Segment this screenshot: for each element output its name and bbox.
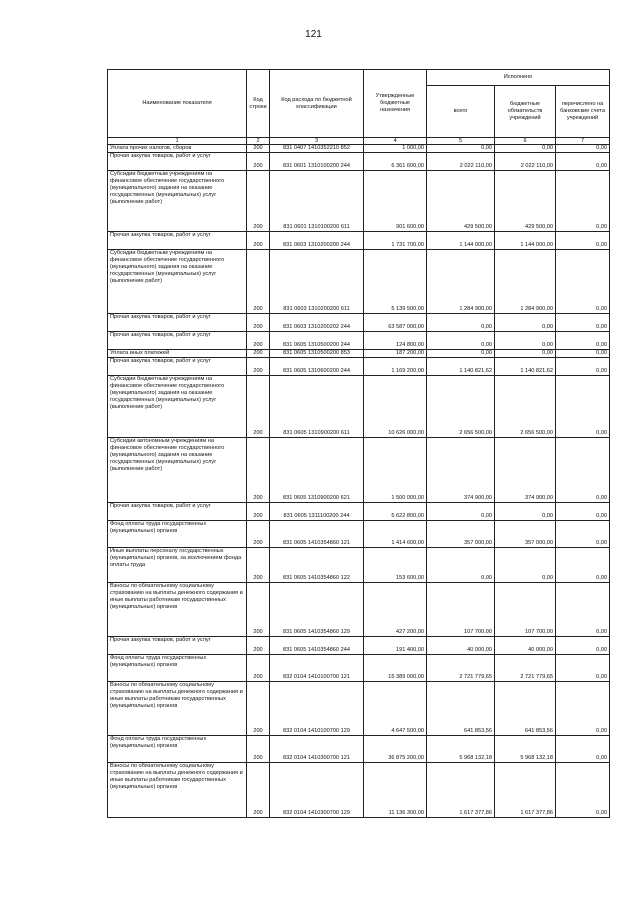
row-classification-code: 831 0605 1410354860 129 bbox=[270, 583, 364, 637]
row-total: 1 617 377,86 bbox=[427, 763, 495, 818]
row-bank: 0,00 bbox=[556, 736, 610, 763]
row-budget: 357 000,00 bbox=[495, 521, 556, 548]
row-bank: 0,00 bbox=[556, 503, 610, 521]
row-total: 357 000,00 bbox=[427, 521, 495, 548]
row-classification-code: 832 0104 1410100700 121 bbox=[270, 655, 364, 682]
row-total: 5 968 132,18 bbox=[427, 736, 495, 763]
row-total: 0,00 bbox=[427, 314, 495, 332]
row-bank: 0,00 bbox=[556, 232, 610, 250]
row-line-code: 200 bbox=[247, 358, 270, 376]
row-classification-code: 831 0605 1310900200 621 bbox=[270, 438, 364, 503]
row-budget: 1 140 821,62 bbox=[495, 358, 556, 376]
row-name: Фонд оплаты труда государственных (муниципальных) органов bbox=[108, 736, 247, 763]
row-name: Субсидии бюджетным учреждениям на финансовое обеспечение государственного (муниципального) задания на оказание государственных (муниципальных) услуг (выполнение работ) bbox=[108, 376, 247, 438]
table-row bbox=[108, 350, 610, 358]
row-classification-code: 831 0407 1410352210 852 bbox=[270, 145, 364, 153]
row-budget: 0,00 bbox=[495, 332, 556, 350]
table-row bbox=[108, 503, 610, 521]
header-total: всего bbox=[427, 86, 495, 138]
row-total: 0,00 bbox=[427, 332, 495, 350]
row-budget: 1 617 377,86 bbox=[495, 763, 556, 818]
row-budget: 2 721 779,65 bbox=[495, 655, 556, 682]
row-classification-code: 831 0605 1410354860 121 bbox=[270, 521, 364, 548]
row-bank: 0,00 bbox=[556, 314, 610, 332]
column-number: 6 bbox=[495, 138, 556, 145]
row-budget: 0,00 bbox=[495, 350, 556, 358]
row-approved: 187 200,00 bbox=[364, 350, 427, 358]
column-number-row bbox=[108, 138, 610, 145]
row-approved: 6 361 600,00 bbox=[364, 153, 427, 171]
row-total: 374 900,00 bbox=[427, 438, 495, 503]
column-number: 2 bbox=[247, 138, 270, 145]
row-name: Фонд оплаты труда государственных (муниципальных) органов bbox=[108, 521, 247, 548]
row-name: Уплата прочих налогов, сборов bbox=[108, 145, 247, 153]
row-name: Иные выплаты персоналу государственных (муниципальных) органов, за исключением фонда оплаты труда bbox=[108, 548, 247, 583]
row-total: 0,00 bbox=[427, 145, 495, 153]
row-bank: 0,00 bbox=[556, 521, 610, 548]
row-total: 2 721 779,65 bbox=[427, 655, 495, 682]
row-classification-code: 832 0104 1410300700 129 bbox=[270, 763, 364, 818]
row-approved: 15 389 000,00 bbox=[364, 655, 427, 682]
row-name: Прочая закупка товаров, работ и услуг bbox=[108, 503, 247, 521]
row-line-code: 200 bbox=[247, 250, 270, 314]
row-line-code: 200 bbox=[247, 153, 270, 171]
row-budget: 5 968 132,18 bbox=[495, 736, 556, 763]
row-classification-code: 831 0605 1310900200 611 bbox=[270, 376, 364, 438]
row-name: Взносы по обязательному социальному страхованию на выплаты денежного содержания и иные выплаты работникам государственных (муниципальных) органов bbox=[108, 682, 247, 736]
row-approved: 191 400,00 bbox=[364, 637, 427, 655]
row-total: 0,00 bbox=[427, 503, 495, 521]
row-total: 1 140 821,62 bbox=[427, 358, 495, 376]
row-name: Прочая закупка товаров, работ и услуг bbox=[108, 332, 247, 350]
table-row bbox=[108, 637, 610, 655]
row-bank: 0,00 bbox=[556, 153, 610, 171]
row-name: Прочая закупка товаров, работ и услуг bbox=[108, 153, 247, 171]
row-name: Фонд оплаты труда государственных (муниципальных) органов bbox=[108, 655, 247, 682]
row-approved: 1 731 700,00 bbox=[364, 232, 427, 250]
table-row bbox=[108, 332, 610, 350]
header-classification-code: Код расхода по бюджетной классификации bbox=[270, 70, 364, 138]
header-indicator-name: Наименование показателя bbox=[108, 70, 247, 138]
row-budget: 0,00 bbox=[495, 314, 556, 332]
row-total: 1 144 000,00 bbox=[427, 232, 495, 250]
header-bank-transfer: перечислено на банковские счета учреждений bbox=[556, 86, 610, 138]
row-bank: 0,00 bbox=[556, 682, 610, 736]
row-bank: 0,00 bbox=[556, 145, 610, 153]
row-total: 40 000,00 bbox=[427, 637, 495, 655]
row-bank: 0,00 bbox=[556, 332, 610, 350]
row-bank: 0,00 bbox=[556, 376, 610, 438]
row-classification-code: 831 0603 1310200200 611 bbox=[270, 250, 364, 314]
table-row bbox=[108, 153, 610, 171]
row-approved: 1 000,00 bbox=[364, 145, 427, 153]
row-name: Прочая закупка товаров, работ и услуг bbox=[108, 314, 247, 332]
row-budget: 1 144 000,00 bbox=[495, 232, 556, 250]
row-approved: 63 587 000,00 bbox=[364, 314, 427, 332]
row-name: Взносы по обязательному социальному страхованию на выплаты денежного содержания и иные выплаты работникам государственных (муниципальных) органов bbox=[108, 583, 247, 637]
row-bank: 0,00 bbox=[556, 763, 610, 818]
row-name: Субсидии бюджетным учреждениям на финансовое обеспечение государственного (муниципального) задания на оказание государственных (муниципальных) услуг (выполнение работ) bbox=[108, 171, 247, 232]
row-budget: 40 000,00 bbox=[495, 637, 556, 655]
row-name: Уплата иных платежей bbox=[108, 350, 247, 358]
row-approved: 153 600,00 bbox=[364, 548, 427, 583]
row-bank: 0,00 bbox=[556, 171, 610, 232]
row-bank: 0,00 bbox=[556, 655, 610, 682]
row-budget: 374 900,00 bbox=[495, 438, 556, 503]
row-budget: 0,00 bbox=[495, 548, 556, 583]
row-line-code: 200 bbox=[247, 171, 270, 232]
header-executed: Исполнено bbox=[427, 70, 610, 86]
row-name: Субсидии автономным учреждениям на финансовое обеспечение государственного (муниципального) задания на оказание государственных (муниципальных) услуг (выполнение работ) bbox=[108, 438, 247, 503]
table-row bbox=[108, 314, 610, 332]
row-line-code: 200 bbox=[247, 521, 270, 548]
column-number: 7 bbox=[556, 138, 610, 145]
row-budget: 429 500,00 bbox=[495, 171, 556, 232]
table-row bbox=[108, 736, 610, 763]
table-row bbox=[108, 682, 610, 736]
row-classification-code: 831 0603 1310200200 244 bbox=[270, 232, 364, 250]
row-approved: 10 626 000,00 bbox=[364, 376, 427, 438]
column-number: 3 bbox=[270, 138, 364, 145]
row-classification-code: 831 0601 1310100200 244 bbox=[270, 153, 364, 171]
row-classification-code: 831 0605 1310600200 244 bbox=[270, 358, 364, 376]
row-line-code: 200 bbox=[247, 548, 270, 583]
row-total: 107 700,00 bbox=[427, 583, 495, 637]
row-bank: 0,00 bbox=[556, 358, 610, 376]
row-budget: 641 853,56 bbox=[495, 682, 556, 736]
table-row bbox=[108, 655, 610, 682]
row-bank: 0,00 bbox=[556, 583, 610, 637]
row-classification-code: 832 0104 1410100700 129 bbox=[270, 682, 364, 736]
row-approved: 36 875 200,00 bbox=[364, 736, 427, 763]
row-budget: 1 284 900,00 bbox=[495, 250, 556, 314]
row-approved: 1 169 200,00 bbox=[364, 358, 427, 376]
table-row bbox=[108, 145, 610, 153]
row-total: 0,00 bbox=[427, 350, 495, 358]
row-budget: 0,00 bbox=[495, 503, 556, 521]
header-approved: Утвержденные бюджетные назначения bbox=[364, 70, 427, 138]
row-bank: 0,00 bbox=[556, 350, 610, 358]
row-classification-code: 831 0605 1310500200 244 bbox=[270, 332, 364, 350]
table-row bbox=[108, 583, 610, 637]
row-line-code: 200 bbox=[247, 763, 270, 818]
row-budget: 2 656 500,00 bbox=[495, 376, 556, 438]
column-number: 4 bbox=[364, 138, 427, 145]
row-budget: 107 700,00 bbox=[495, 583, 556, 637]
row-bank: 0,00 bbox=[556, 438, 610, 503]
row-total: 429 500,00 bbox=[427, 171, 495, 232]
table-row bbox=[108, 171, 610, 232]
row-line-code: 200 bbox=[247, 682, 270, 736]
row-approved: 1 500 000,00 bbox=[364, 438, 427, 503]
budget-execution-table bbox=[107, 69, 610, 818]
row-budget: 0,00 bbox=[495, 145, 556, 153]
row-approved: 901 600,00 bbox=[364, 171, 427, 232]
header-budget-institutions: бюджетные обязательств учреждений bbox=[495, 86, 556, 138]
row-approved: 5 622 800,00 bbox=[364, 503, 427, 521]
row-approved: 11 136 300,00 bbox=[364, 763, 427, 818]
row-approved: 5 139 500,00 bbox=[364, 250, 427, 314]
row-approved: 427 200,00 bbox=[364, 583, 427, 637]
row-classification-code: 831 0605 1311100200 244 bbox=[270, 503, 364, 521]
row-line-code: 200 bbox=[247, 232, 270, 250]
row-bank: 0,00 bbox=[556, 548, 610, 583]
row-total: 0,00 bbox=[427, 548, 495, 583]
row-line-code: 200 bbox=[247, 438, 270, 503]
row-approved: 1 414 600,00 bbox=[364, 521, 427, 548]
row-classification-code: 831 0601 1310100200 611 bbox=[270, 171, 364, 232]
row-line-code: 200 bbox=[247, 655, 270, 682]
row-name: Прочая закупка товаров, работ и услуг bbox=[108, 358, 247, 376]
row-line-code: 200 bbox=[247, 332, 270, 350]
row-classification-code: 831 0605 1410354860 244 bbox=[270, 637, 364, 655]
row-line-code: 200 bbox=[247, 736, 270, 763]
table-row bbox=[108, 232, 610, 250]
header-line-code: Код строки bbox=[247, 70, 270, 138]
row-total: 1 284 900,00 bbox=[427, 250, 495, 314]
row-bank: 0,00 bbox=[556, 250, 610, 314]
table-row bbox=[108, 548, 610, 583]
row-classification-code: 831 0605 1410354860 122 bbox=[270, 548, 364, 583]
row-classification-code: 831 0603 1310200202 244 bbox=[270, 314, 364, 332]
table-row bbox=[108, 438, 610, 503]
row-total: 2 656 500,00 bbox=[427, 376, 495, 438]
table-row bbox=[108, 763, 610, 818]
table-row bbox=[108, 376, 610, 438]
row-line-code: 200 bbox=[247, 314, 270, 332]
row-name: Взносы по обязательному социальному страхованию на выплаты денежного содержания и иные выплаты работникам государственных (муниципальных) органов bbox=[108, 763, 247, 818]
page-number: 121 bbox=[305, 29, 322, 40]
row-total: 641 853,56 bbox=[427, 682, 495, 736]
table-row bbox=[108, 358, 610, 376]
row-line-code: 200 bbox=[247, 145, 270, 153]
row-line-code: 200 bbox=[247, 376, 270, 438]
row-total: 2 022 110,00 bbox=[427, 153, 495, 171]
row-approved: 4 647 500,00 bbox=[364, 682, 427, 736]
row-budget: 2 022 110,00 bbox=[495, 153, 556, 171]
row-name: Прочая закупка товаров, работ и услуг bbox=[108, 232, 247, 250]
row-name: Субсидии бюджетным учреждениям на финансовое обеспечение государственного (муниципального) задания на оказание государственных (муниципальных) услуг (выполнение работ) bbox=[108, 250, 247, 314]
row-name: Прочая закупка товаров, работ и услуг bbox=[108, 637, 247, 655]
row-line-code: 200 bbox=[247, 503, 270, 521]
row-classification-code: 831 0605 1310500200 853 bbox=[270, 350, 364, 358]
row-line-code: 200 bbox=[247, 350, 270, 358]
row-bank: 0,00 bbox=[556, 637, 610, 655]
row-approved: 124 800,00 bbox=[364, 332, 427, 350]
row-line-code: 200 bbox=[247, 583, 270, 637]
table-row bbox=[108, 521, 610, 548]
table-row bbox=[108, 250, 610, 314]
column-number: 5 bbox=[427, 138, 495, 145]
column-number: 1 bbox=[108, 138, 247, 145]
row-classification-code: 832 0104 1410300700 121 bbox=[270, 736, 364, 763]
row-line-code: 200 bbox=[247, 637, 270, 655]
